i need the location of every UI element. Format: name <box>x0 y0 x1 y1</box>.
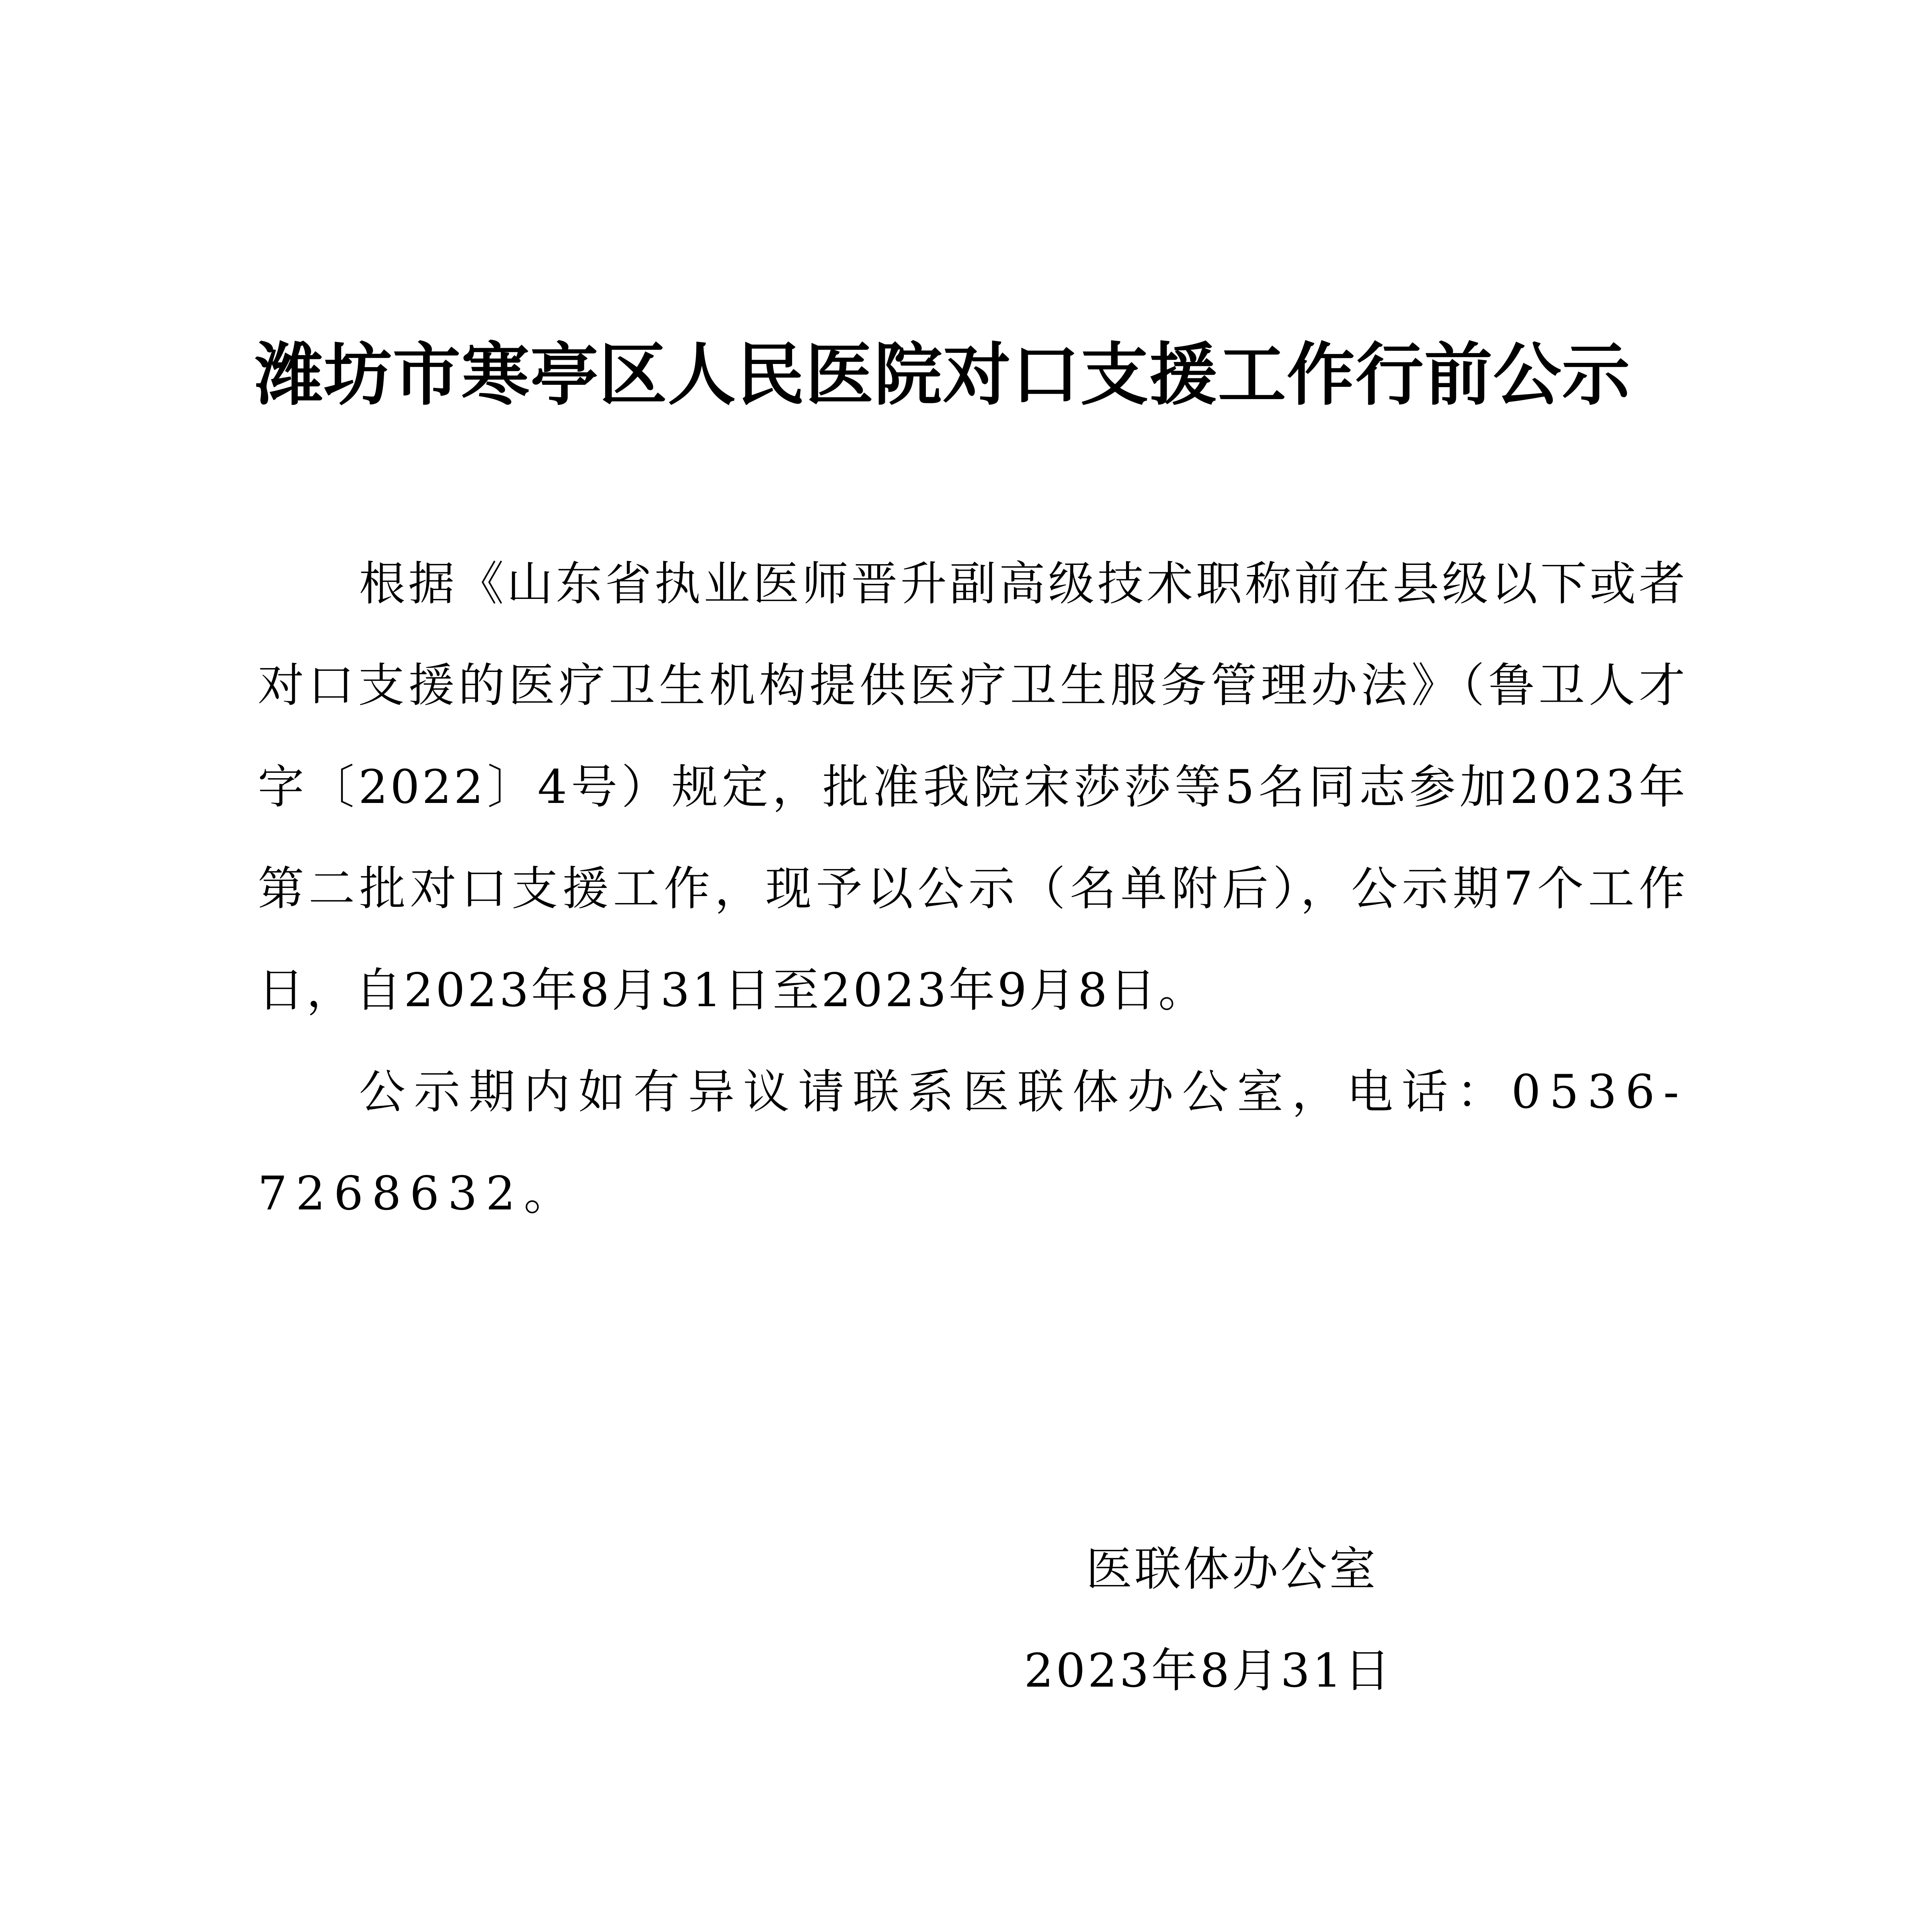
contact-paragraph: 公示期内如有异议请联系医联体办公室，电话：0536-7268632。 <box>258 1065 1687 1221</box>
signature-block <box>1024 1519 1488 1722</box>
document-title: 潍坊市寒亭区人民医院对口支援工作行前公示 <box>255 335 1631 415</box>
signature-date: 2023年8月31日 <box>1024 1644 1393 1698</box>
signature-organization: 医联体办公室 <box>1086 1543 1378 1596</box>
document-body <box>258 533 1687 1245</box>
announcement-paragraph: 根据《山东省执业医师晋升副高级技术职称前在县级以下或者对口支援的医疗卫生机构提供医疗卫生服务管理办法》（鲁卫人才字〔2022〕4号）规定，批准我院宋莎莎等5名同志参加2023年第二批对口支援工作，现予以公示（名单附后），公示期7个工作日，自2023年8月31日至2023年9月8日。 <box>258 557 1687 1017</box>
